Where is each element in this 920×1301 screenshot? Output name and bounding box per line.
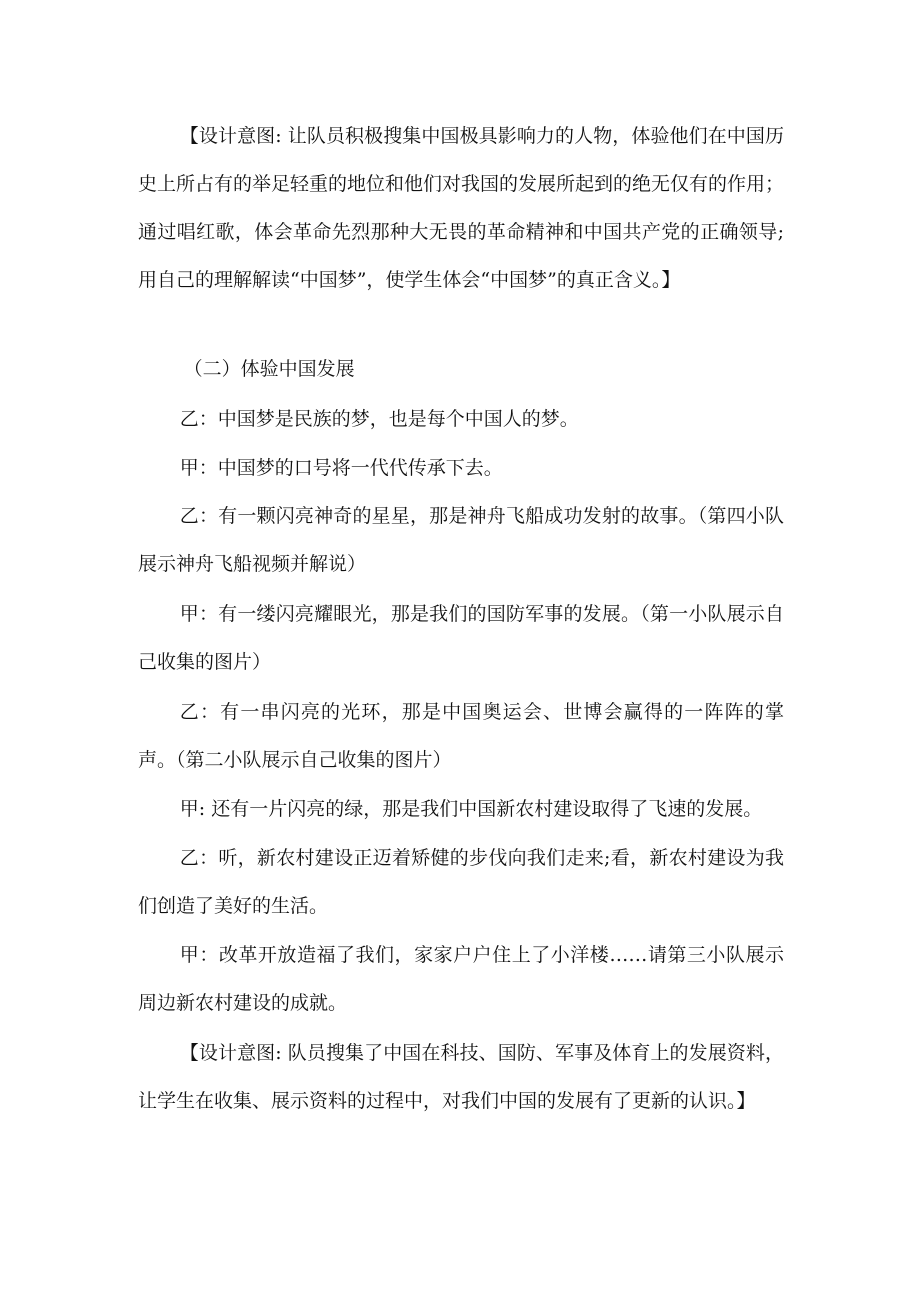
dialogue-line: 乙：中国梦是民族的梦，也是每个中国人的梦。 xyxy=(179,408,579,430)
dialogue-line: 乙：听，新农村建设正迈着矫健的步伐向我们走来;看，新农村建设为我们创造了美好的生活。 xyxy=(138,847,784,917)
dialogue-line: 乙：有一颗闪亮神奇的星星，那是神舟飞船成功发射的故事。（第四小队展示神舟飞船视频并解说） xyxy=(138,505,784,575)
dialogue-line: 甲：有一缕闪亮耀眼光，那是我们的国防军事的发展。（第一小队展示自己收集的图片） xyxy=(138,603,784,673)
dialogue-line: 甲：中国梦的口号将一代代传承下去。 xyxy=(179,457,503,479)
dialogue-line: 甲: 还有一片闪亮的绿，那是我们中国新农村建设取得了飞速的发展。 xyxy=(179,798,763,820)
dialogue-line: 乙：有一串闪亮的光环，那是中国奥运会、世博会赢得的一阵阵的掌声。（第二小队展示自己收集的图片） xyxy=(138,701,784,771)
section-heading: （二）体验中国发展 xyxy=(183,358,355,380)
dialogue-line: 甲：改革开放造福了我们，家家户户住上了小洋楼……请第三小队展示周边新农村建设的成就。 xyxy=(138,944,784,1014)
design-intent-paragraph-1: 【设计意图: 让队员积极搜集中国极具影响力的人物，体验他们在中国历史上所占有的举足轻重的地位和他们对我国的发展所起到的绝无仅有的作用；通过唱红歌，体会革命先烈那种大无畏的革命精神和中国共产党的正确领导;用自己的理解解读“中国梦”，使学生体会“中国梦”的真正含义。】 xyxy=(138,125,785,291)
design-intent-paragraph-2: 【设计意图: 队员搜集了中国在科技、国防、军事及体育上的发展资料，让学生在收集、展示资料的过程中，对我们中国的发展有了更新的认识。】 xyxy=(138,1042,784,1112)
